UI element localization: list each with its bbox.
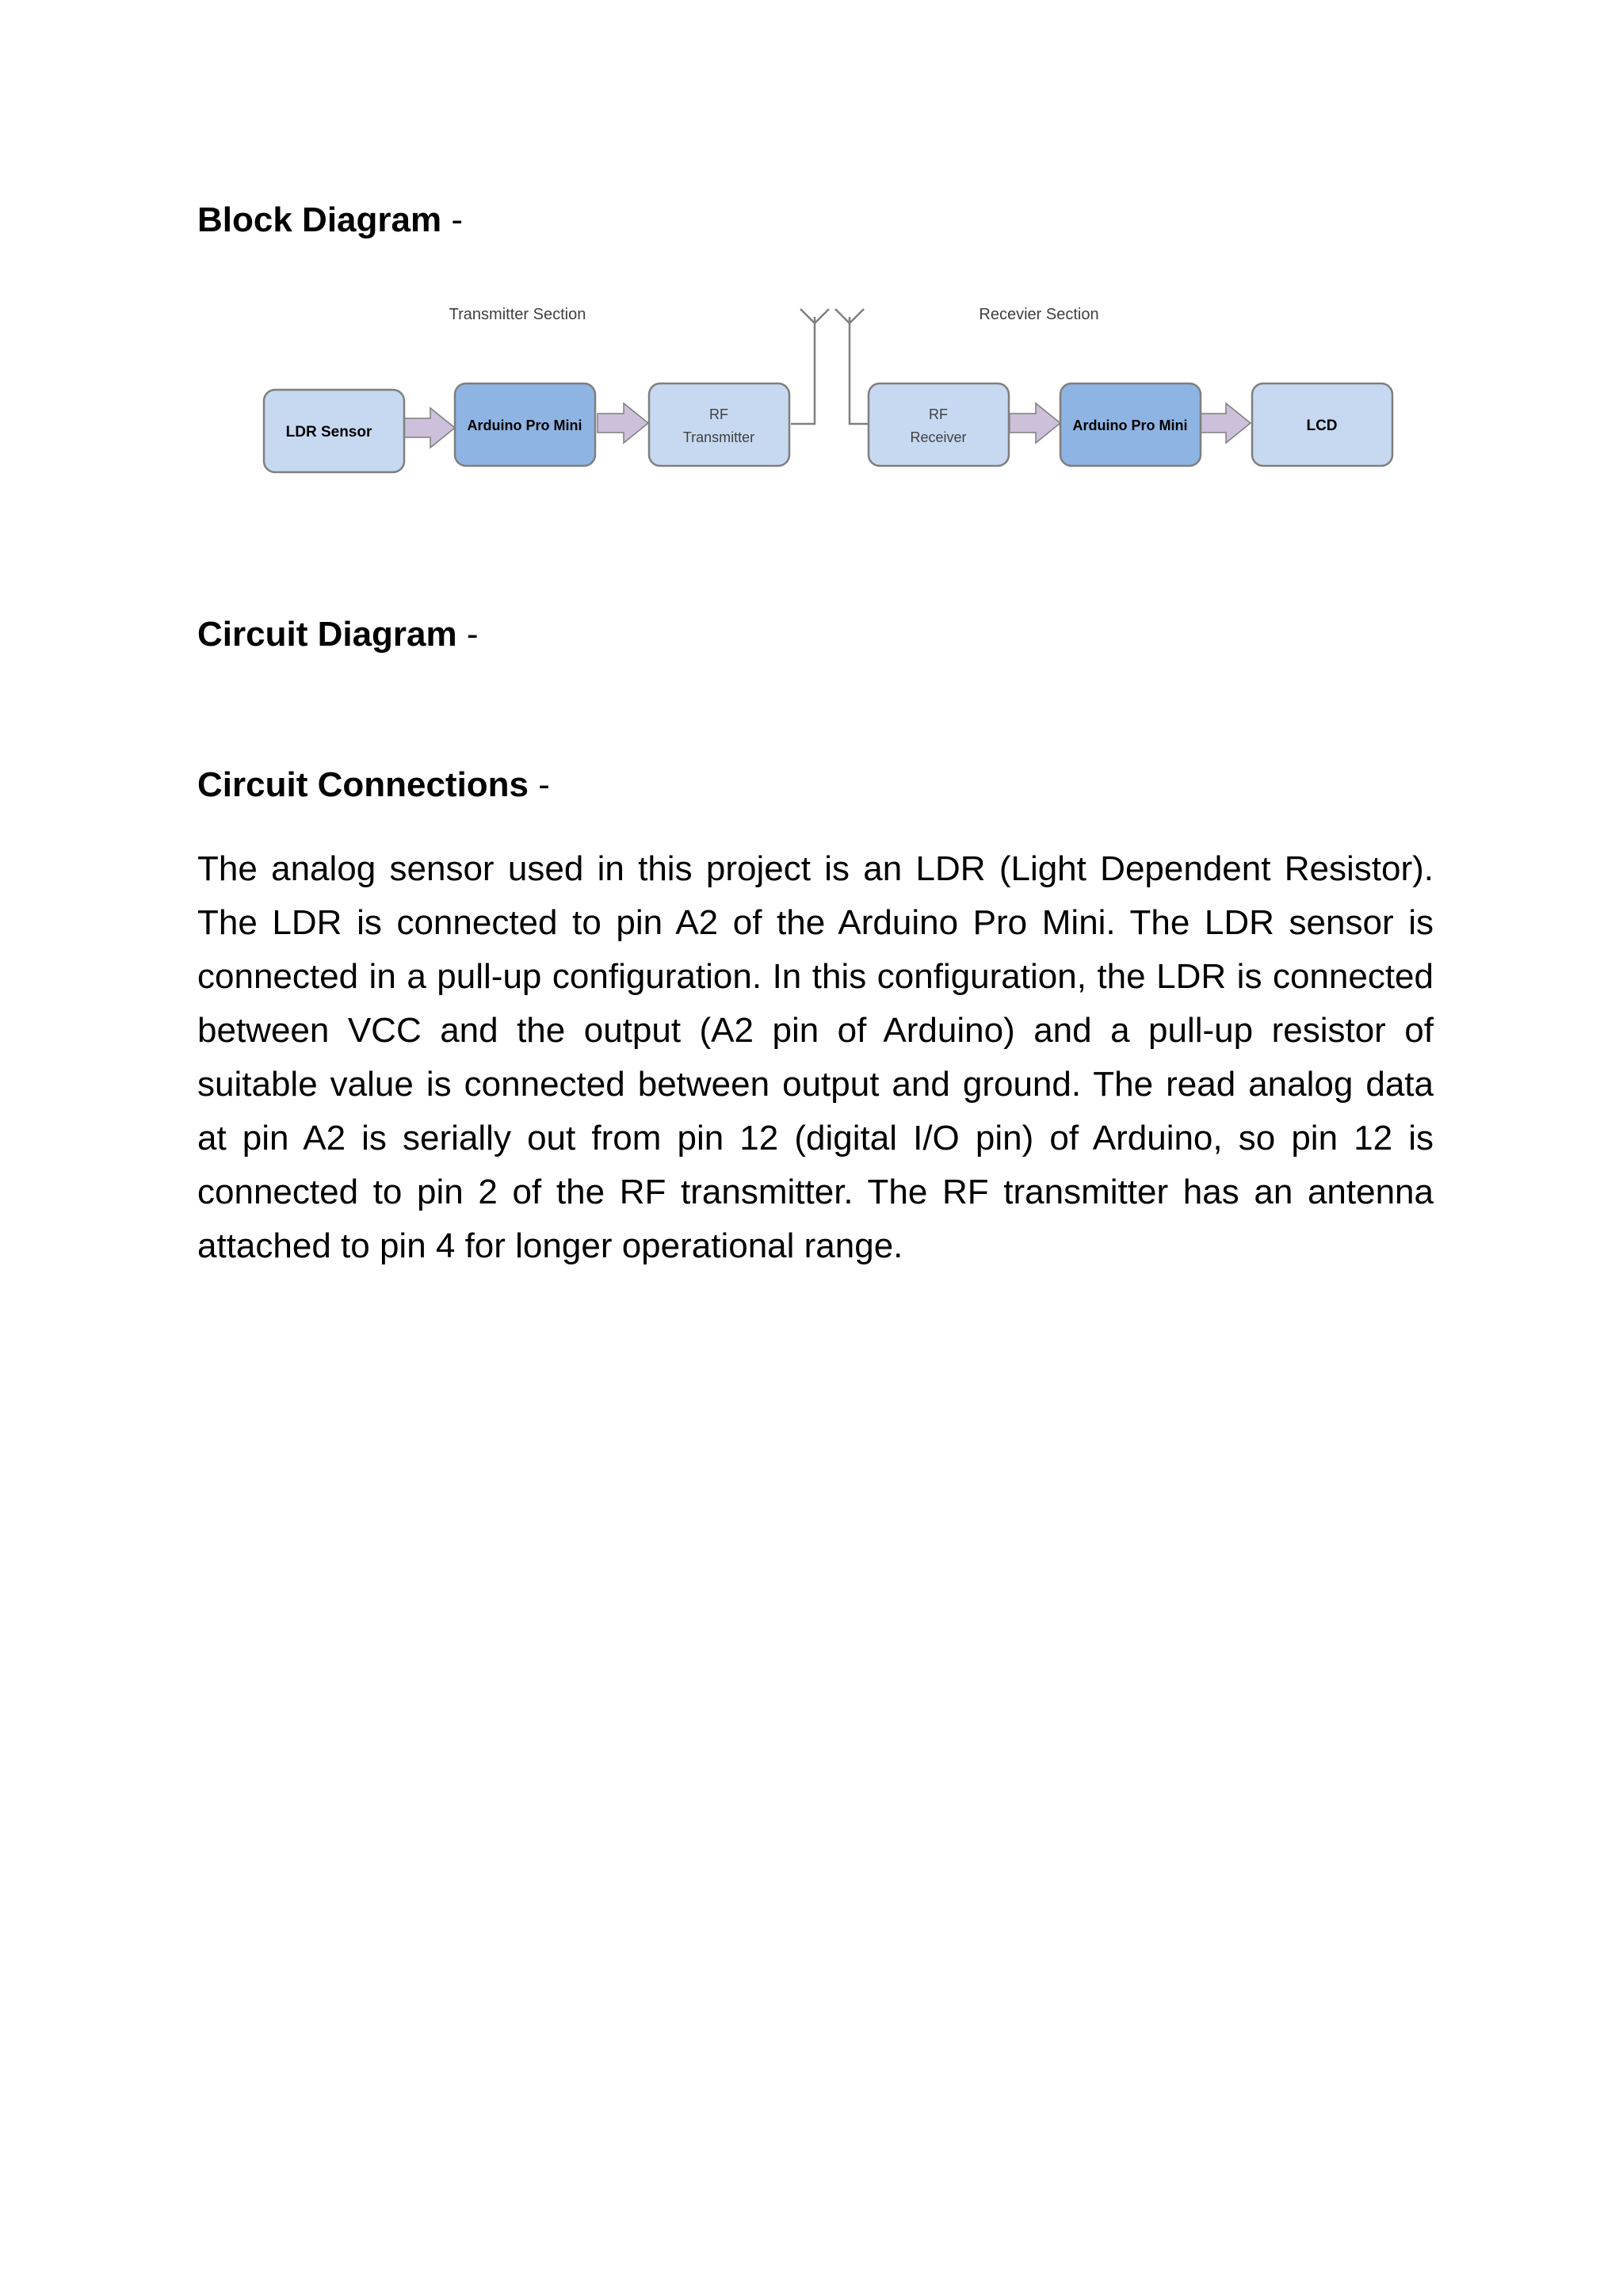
block-arduino-receiver-label: Arduino Pro Mini: [1072, 418, 1188, 433]
block-arduino-receiver: [1060, 383, 1201, 466]
block-rf-transmitter: [649, 383, 789, 466]
block-lcd-label: LCD: [1306, 418, 1338, 434]
receiver-antenna-icon: [835, 309, 873, 424]
block-arduino-transmitter-label: Arduino Pro Mini: [467, 418, 582, 433]
circuit-connections-heading-suffix: -: [529, 765, 550, 804]
block-rf-transmitter-line1: RF: [709, 406, 728, 422]
circuit-connections-heading: [197, 763, 550, 807]
circuit-connections-paragraph: The analog sensor used in this project is an LDR (Light Dependent Resistor). The LDR is connected to pin A2 of the Arduino Pro Mini. The LDR sensor is connected in a pull-up configuration. In this configuration, the LDR is connected between VCC and the output (A2 pin of Arduino) and a pull-up resistor of suitable value is connected between output and ground. The read analog data at pin A2 is serially out from pin 12 (digital I/O pin) of Arduino, so pin 12 is connected to pin 2 of the RF transmitter. The RF transmitter has an antenna attached to pin 4 for longer operational range.: [197, 849, 1434, 1265]
block-ldr-sensor-label: LDR Sensor: [285, 424, 372, 441]
block-rf-receiver-line1: RF: [929, 406, 948, 422]
arrow-arduino-to-lcd: [1200, 403, 1251, 443]
receiver-section-label: Recevier Section: [979, 306, 1099, 323]
block-diagram: [246, 293, 1395, 483]
block-ldr-sensor: [264, 390, 404, 472]
block-rf-receiver-line2: Receiver: [910, 429, 967, 445]
transmitter-antenna-icon: [791, 309, 829, 424]
arrow-receiver-to-arduino: [1010, 403, 1060, 443]
block-arduino-transmitter: [455, 383, 595, 466]
arrow-arduino-to-transmitter: [598, 403, 648, 443]
circuit-diagram-heading-suffix: -: [456, 615, 479, 654]
block-diagram-heading: [197, 198, 463, 242]
block-rf-transmitter-line2: Transmitter: [682, 429, 755, 445]
arrow-ldr-to-arduino: [404, 408, 455, 448]
block-lcd: [1252, 383, 1392, 466]
block-rf-receiver: [869, 383, 1009, 466]
circuit-diagram-heading: [197, 612, 479, 657]
transmitter-section-label: Transmitter Section: [449, 306, 586, 323]
block-diagram-heading-suffix: -: [441, 200, 463, 239]
circuit-connections-heading-title: Circuit Connections: [197, 765, 529, 804]
block-diagram-heading-title: Block Diagram: [197, 200, 442, 239]
circuit-diagram-heading-title: Circuit Diagram: [197, 615, 457, 654]
